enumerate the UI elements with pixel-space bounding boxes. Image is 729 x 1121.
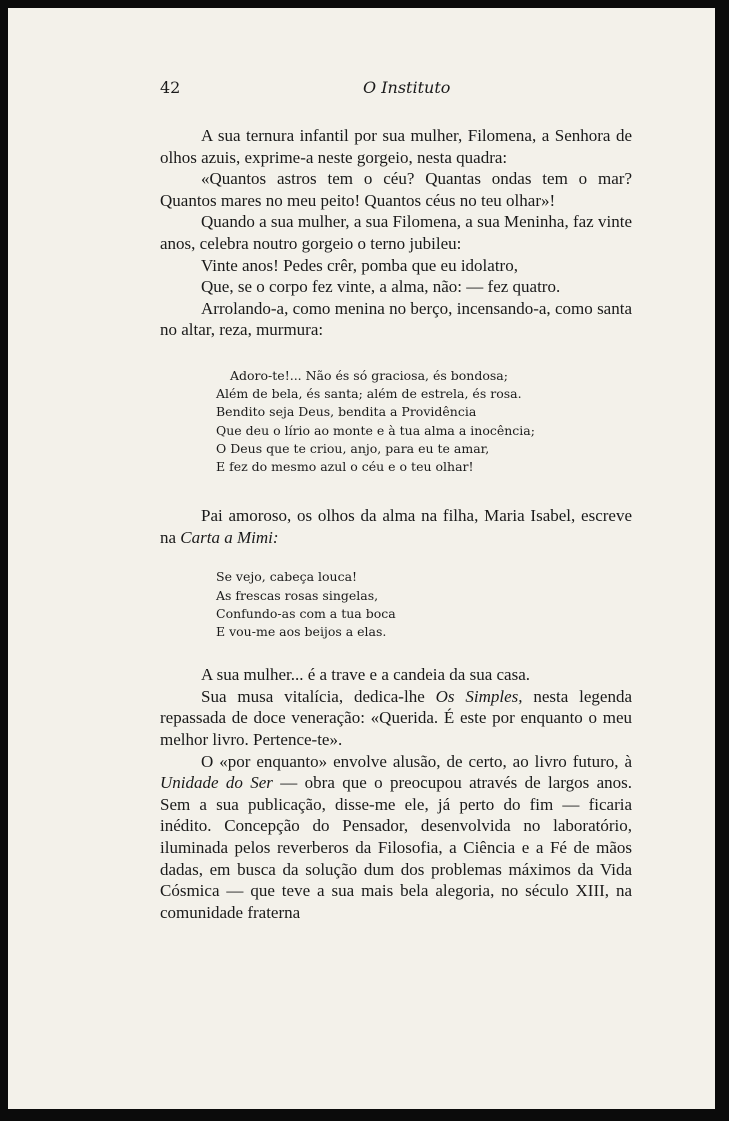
poem-line: Adoro-te!... Não és só graciosa, és bondosa; (230, 367, 508, 383)
book-page (8, 8, 715, 1109)
paragraph-text: Sua musa vitalícia, dedica-lhe (201, 686, 436, 706)
poem-line: Além de bela, és santa; além de estrela, és rosa. (216, 386, 522, 402)
paragraph-text: nesta legenda repassada de doce veneração: «Querida. É este por enquanto o meu melhor livro. Pertence-te». (160, 686, 632, 749)
page-number: 42 (160, 78, 181, 97)
paragraph-text: — obra que o preocupou através de largos anos. Sem a sua publicação, disse-me ele, já perto do fim — ficaria inédito. Concepção do Pensador, desenvolvida no laboratório, iluminada pelos reverberos da Filosofia, a Ciência e a Fé de mãos dadas, em busca da solução dum dos problemas máximos da Vida Cósmica — que teve a sua mais bela alegoria, no século XIII, na comunidade fraterna (160, 773, 632, 922)
paragraph: «Quantos astros tem o céu? Quantas ondas tem o mar? Quantos mares no meu peito! Quantos céus no teu olhar»! (160, 169, 632, 210)
poem-line: Se vejo, cabeça louca! (216, 569, 358, 585)
paragraph (160, 751, 632, 924)
paragraph (160, 686, 632, 751)
body-text (160, 125, 632, 923)
paragraph: Vinte anos! Pedes crêr, pomba que eu idolatro, (201, 255, 518, 275)
paragraph: Quando a sua mulher, a sua Filomena, a sua Meninha, faz vinte anos, celebra noutro gorgeio o terno jubileu: (160, 212, 632, 253)
poem-line: As frescas rosas singelas, (216, 587, 379, 603)
poem-line: Que deu o lírio ao monte e à tua alma a inocência; (216, 422, 535, 438)
paragraph: A sua ternura infantil por sua mulher, Filomena, a Senhora de olhos azuis, exprime-a neste gorgeio, nesta quadra: (160, 126, 632, 167)
paragraph: A sua mulher... é a trave e a candeia da sua casa. (201, 665, 530, 685)
paragraph-text: O «por enquanto» envolve alusão, de certo, ao livro futuro, à (201, 751, 632, 771)
poem-line: O Deus que te criou, anjo, para eu te amar, (216, 440, 490, 456)
italic-title: Carta a Mimi: (180, 527, 279, 547)
poem-se-vejo (160, 568, 632, 641)
running-title: O Instituto (363, 78, 451, 97)
paragraph: Que, se o corpo fez vinte, a alma, não: — fez quatro. (201, 277, 561, 297)
poem-line: E vou-me aos beijos a elas. (216, 623, 387, 639)
poem-line: Confundo-as com a tua boca (216, 605, 396, 621)
italic-title: Os Simples, (435, 686, 523, 706)
poem-line: E fez do mesmo azul o céu e o teu olhar! (216, 458, 474, 474)
poem-line: Bendito seja Deus, bendita a Providência (216, 404, 477, 420)
italic-title: Unidade do Ser (160, 773, 273, 793)
paragraph-text: Pai amoroso, os olhos da alma na filha, Maria Isabel, escreve na (160, 506, 632, 547)
paragraph (160, 505, 632, 548)
paragraph: Arrolando-a, como menina no berço, incensando-a, como santa no altar, reza, murmura: (160, 298, 632, 340)
poem-adoro-te (160, 367, 632, 476)
